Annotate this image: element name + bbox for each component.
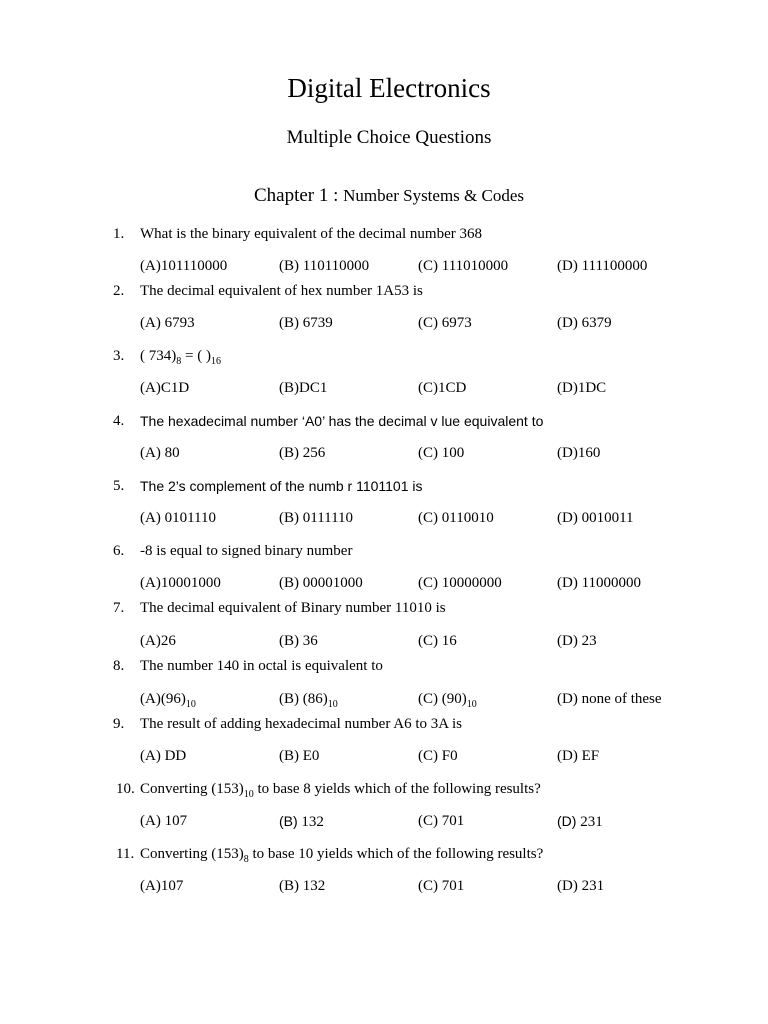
option-b: (B) 110110000: [279, 258, 370, 274]
option-b: (B)DC1: [279, 380, 328, 396]
base-subscript: 10: [185, 699, 196, 710]
option-c: (C) 111010000: [418, 258, 509, 274]
option-b: (B) 132: [279, 878, 326, 894]
option-d: (D) 111100000: [557, 258, 648, 274]
option-d: (D) none of these: [557, 691, 662, 707]
question-number: 5.: [113, 478, 125, 494]
question-text-part: ( 734): [140, 348, 177, 364]
question-number: 11.: [116, 846, 135, 862]
question-number: 2.: [113, 283, 125, 299]
question-text: The result of adding hexadecimal number A6 to 3A is: [140, 716, 463, 732]
option-c: (C) 100: [418, 445, 465, 461]
base-subscript: 8: [243, 854, 249, 865]
option-b: (B) 6739: [279, 315, 333, 331]
question-number: 10.: [116, 781, 135, 797]
question-text: The 2’s complement of the numb r 1101101 is: [140, 478, 423, 494]
option-a: (A) 80: [140, 445, 180, 461]
option-d: [557, 813, 603, 831]
option-a: (A)26: [140, 633, 176, 649]
question-text: The decimal equivalent of Binary number 11010 is: [140, 600, 446, 616]
option-a: (A)107: [140, 878, 184, 894]
option-a: (A)10001000: [140, 575, 221, 591]
question-text: [140, 348, 221, 365]
chapter-topic: Number Systems & Codes: [343, 186, 525, 205]
option-a: (A) 0101110: [140, 510, 216, 526]
option-value: 231: [576, 814, 603, 830]
option-text: (B) (86): [279, 691, 328, 707]
option-label: (D): [557, 813, 577, 829]
question-text: The hexadecimal number ‘A0’ has the decimal v lue equivalent to: [140, 413, 544, 429]
option-a: (A)C1D: [140, 380, 190, 396]
option-c: (C) 16: [418, 633, 457, 649]
question-text-part: Converting (153): [140, 846, 244, 862]
option-d: (D) 11000000: [557, 575, 642, 591]
option-a: (A) DD: [140, 748, 187, 764]
option-value: 132: [297, 814, 324, 830]
option-b: (B) E0: [279, 748, 320, 764]
option-c: (C) F0: [418, 748, 458, 764]
option-d: (D) EF: [557, 748, 600, 764]
option-d: (D) 6379: [557, 315, 612, 331]
question-number: 8.: [113, 658, 125, 674]
option-b: (B) 0111110: [279, 510, 354, 526]
question-number: 9.: [113, 716, 125, 732]
question-text: The number 140 in octal is equivalent to: [140, 658, 383, 674]
chapter-label: Chapter 1 :: [253, 185, 339, 206]
question-number: 7.: [113, 600, 125, 616]
option-text: (C) (90): [418, 691, 467, 707]
base-subscript: 10: [466, 699, 477, 710]
question-number: 6.: [113, 543, 125, 559]
question-text-part: to base 8 yields which of the following results?: [253, 781, 541, 797]
question-text: The decimal equivalent of hex number 1A53 is: [140, 283, 423, 299]
option-label: (B): [279, 813, 298, 829]
option-d: (D)1DC: [557, 380, 607, 396]
option-b: (B) 00001000: [279, 575, 363, 591]
option-d: (D) 0010011: [557, 510, 634, 526]
option-c: (C) 6973: [418, 315, 472, 331]
option-b: (B) 36: [279, 633, 318, 649]
question-text: -8 is equal to signed binary number: [140, 543, 353, 559]
question-text: What is the binary equivalent of the decimal number 368: [140, 226, 482, 242]
question-text: [140, 781, 541, 798]
base-subscript: 16: [210, 356, 221, 367]
option-c: [418, 691, 477, 708]
option-a: (A)101110000: [140, 258, 228, 274]
option-c: (C) 701: [418, 878, 465, 894]
question-number: 1.: [113, 226, 125, 242]
option-c: (C) 701: [418, 813, 465, 829]
question-text-part: = ( ): [181, 348, 211, 364]
option-d: (D) 23: [557, 633, 597, 649]
question-text-part: Converting (153): [140, 781, 244, 797]
base-subscript: 8: [176, 356, 182, 367]
option-d: (D)160: [557, 445, 601, 461]
question-number: 4.: [113, 413, 125, 429]
option-b: (B) 256: [279, 445, 326, 461]
option-a: (A) 107: [140, 813, 188, 829]
option-b: [279, 691, 338, 708]
question-text-part: to base 10 yields which of the following results?: [248, 846, 544, 862]
option-b: [279, 813, 324, 831]
option-text: (A)(96): [140, 691, 186, 707]
document-title: Digital Electronics: [287, 73, 491, 103]
document-subtitle: Multiple Choice Questions: [286, 127, 492, 148]
option-c: (C) 0110010: [418, 510, 494, 526]
question-text: [140, 846, 543, 863]
base-subscript: 10: [327, 699, 338, 710]
base-subscript: 10: [243, 789, 254, 800]
option-a: [140, 691, 196, 708]
question-number: 3.: [113, 348, 125, 364]
option-c: (C) 10000000: [418, 575, 502, 591]
option-c: (C)1CD: [418, 380, 467, 396]
option-a: (A) 6793: [140, 315, 195, 331]
option-d: (D) 231: [557, 878, 605, 894]
chapter-heading: [0, 185, 768, 207]
